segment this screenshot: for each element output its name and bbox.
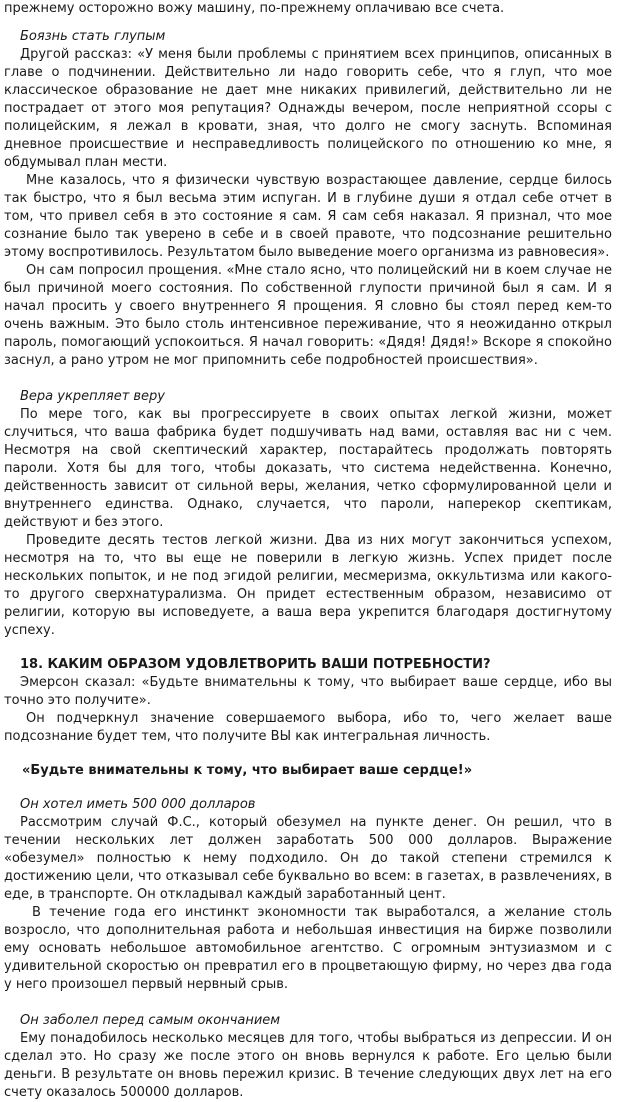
paragraph: По мере того, как вы прогрессируете в своих опытах легкой жизни, может случиться, что ваша фабрика будет подшучивать над вами, оставляя вас ни с чем. Несмотря на свой скептический характер, постарайтесь продолжать повторять пароли. Хотя бы для того, чтобы доказать, что система недейственна. Конечно, действенность зависит от сильной веры, желания, четко сформулированной цели и внутреннего единства. Однако, случается, что пароли, наперекор скептикам, действуют и без этого. bbox=[4, 407, 612, 530]
highlighted-quote: «Будьте внимательны к тому, что выбирает ваше сердце!» bbox=[22, 763, 473, 778]
paragraph: Рассмотрим случай Ф.С., который обезумел на пункте денег. Он решил, что в течении нескольких лет должен заработать 500 000 долларов. Выражение «обезумел» полностью к нему подходило. Он до такой степени стремился к достижению цели, что отказывал себе буквально во всем: в газетах, в развлечениях, в еде, в транспорте. Он откладывал каждый заработанный цент. bbox=[4, 815, 612, 902]
subtitle-fell-ill-before-end: Он заболел перед самым окончанием bbox=[20, 1013, 281, 1028]
subtitle-500000-dollars: Он хотел иметь 500 000 долларов bbox=[20, 797, 256, 812]
subtitle-fear-of-stupidity: Боязнь стать глупым bbox=[20, 29, 166, 44]
subtitle-faith-strengthens-faith: Вера укрепляет веру bbox=[20, 389, 165, 404]
continued-paragraph: прежнему осторожно вожу машину, по-прежнему оплачиваю все счета. bbox=[4, 1, 505, 16]
paragraph: В течение года его инстинкт экономности так выработался, а желание столь возросло, что дополнительная работа и небольшая инвестиция на бирже позволили ему основать небольшое автомобильное агентство. С огромным энтузиазмом и с удивительной скоростью он превратил его в процветающую фирму, но через два года у него произошел первый нервный срыв. bbox=[4, 905, 612, 992]
paragraph: Он подчеркнул значение совершаемого выбора, ибо то, чего желает ваше подсознание будет тем, что получите ВЫ как интегральная личность. bbox=[4, 711, 612, 744]
paragraph: Мне казалось, что я физически чувствую возрастающее давление, сердце билось так быстро, что я был весьма этим испуган. И в глубине души я отдал себе отчет в том, что привел себя в это состояние я сам. Я сам себя наказал. Я признал, что мое сознание было так уверено в себе и в своей правоте, что подсознание решительно этому воспротивилось. Результатом было выведение моего организма из равновесия». bbox=[4, 173, 612, 260]
paragraph: Он сам попросил прощения. «Мне стало ясно, что полицейский ни в коем случае не был причиной моего состояния. По собственной глупости причиной был я сам. И я начал просить у своего внутреннего Я прощения. Я словно бы стоял перед кем-то очень важным. Это было столь интенсивное переживание, что я неожиданно открыл пароль, помогающий успокоиться. Я начал говорить: «Дядя! Дядя!» Вскоре я спокойно заснул, а рано утром не мог припомнить себе подробностей происшествия». bbox=[4, 263, 612, 368]
chapter-heading: 18. КАКИМ ОБРАЗОМ УДОВЛЕТВОРИТЬ ВАШИ ПОТРЕБНОСТИ? bbox=[20, 657, 491, 672]
paragraph: Другой рассказ: «У меня были проблемы с принятием всех принципов, описанных в главе о подчинении. Действительно ли надо говорить себе, что я глуп, что мое классическое образование не дает мне никаких привилегий, действительно ли не пострадает от этого моя репутация? Однажды вечером, после неприятной ссоры с полицейским, я лежал в кровати, зная, что долго не смогу заснуть. Вспоминая дневное происшествие и несправедливость полицейского по отношению ко мне, я обдумывал план мести. bbox=[4, 47, 612, 170]
paragraph: Эмерсон сказал: «Будьте внимательны к тому, что выбирает ваше сердце, ибо вы точно это получите». bbox=[4, 675, 612, 708]
paragraph: Ему понадобилось несколько месяцев для того, чтобы выбраться из депрессии. И он сделал это. Но сразу же после этого он вновь вернулся к работе. Его целью были деньги. В результате он вновь пережил кризис. В течение следующих двух лет на его счету оказалось 500000 долларов. bbox=[4, 1031, 612, 1100]
paragraph: Проведите десять тестов легкой жизни. Два из них могут закончиться успехом, несмотря на то, что вы еще не поверили в легкую жизнь. Успех придет после нескольких попыток, и не под эгидой религии, месмеризма, оккультизма или какого-то другого сверхнатурализма. Он придет естественным образом, независимо от религии, которую вы исповедуете, а ваша вера укрепится благодаря достигнутому успеху. bbox=[4, 533, 612, 638]
